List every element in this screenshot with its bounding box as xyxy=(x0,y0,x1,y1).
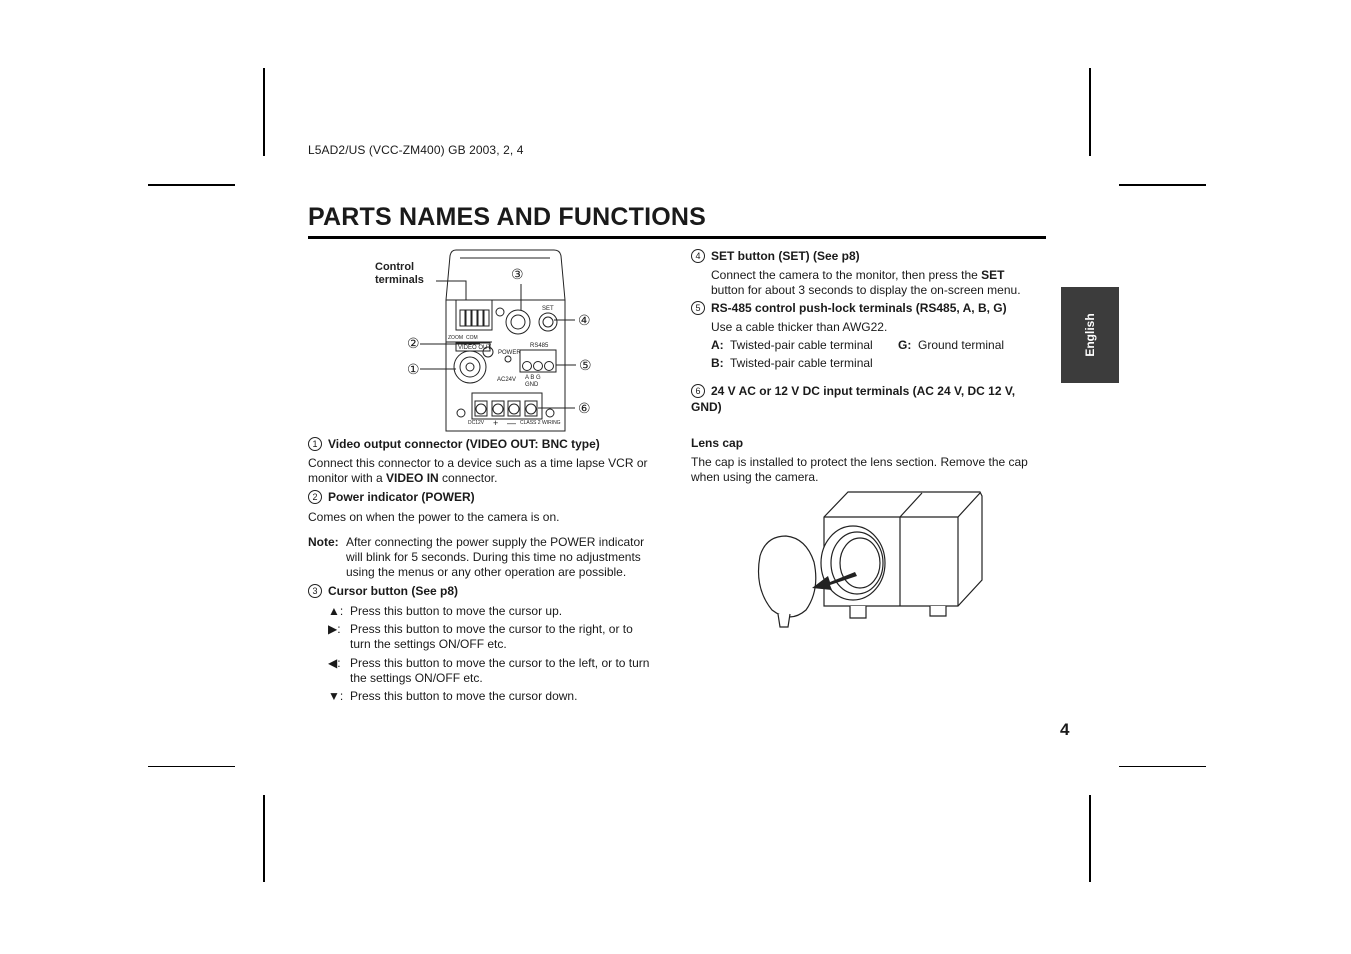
terminal-b-text: Twisted-pair cable terminal xyxy=(730,356,873,370)
callout-4: ④ xyxy=(578,312,591,328)
terminal-g-text: Ground terminal xyxy=(918,338,1005,352)
note-text: After connecting the power supply the POWER indicator will blink for 5 seconds. During this time no adjustments using the menus or any other operation are possible. xyxy=(346,535,645,579)
control-terminals-label-2: terminals xyxy=(375,274,424,286)
dc12v-label: DC12V xyxy=(468,420,485,426)
terminal-a-text: Twisted-pair cable terminal xyxy=(730,338,873,352)
item-2-heading: 2 Power indicator (POWER) xyxy=(308,490,475,504)
terminal-b-label: B: xyxy=(711,356,724,370)
camera-lens-cap-illustration xyxy=(750,490,986,635)
cursor-down-symbol: ▼: xyxy=(328,689,344,703)
note-label: Note: xyxy=(308,535,339,549)
crop-mark xyxy=(1089,68,1091,156)
gnd-label: GND xyxy=(525,382,539,388)
callout-2: ② xyxy=(407,335,420,351)
item-1-heading: 1 Video output connector (VIDEO OUT: BNC type) xyxy=(308,437,600,451)
document-header: L5AD2/US (VCC-ZM400) GB 2003, 2, 4 xyxy=(308,143,524,157)
callout-3: ③ xyxy=(511,266,524,282)
item-4-heading: 4 SET button (SET) (See p8) xyxy=(691,249,860,263)
plus-label: + xyxy=(493,418,499,428)
cursor-down-text: Press this button to move the cursor down. xyxy=(350,689,578,703)
control-terminals-label-1: Control xyxy=(375,261,415,273)
cursor-left-text: Press this button to move the cursor to the left, or to turn the settings ON/OFF etc. xyxy=(350,656,650,685)
item-5-heading: 5 RS-485 control push-lock terminals (RS485, A, B, G) xyxy=(691,301,1007,315)
crop-mark xyxy=(148,184,235,186)
com-label: COM xyxy=(466,335,478,341)
language-tab xyxy=(1061,287,1119,383)
camera-rear-panel-diagram xyxy=(370,248,610,434)
crop-mark xyxy=(263,68,265,156)
cursor-up-symbol: ▲: xyxy=(328,604,344,618)
item-4-text: Connect the camera to the monitor, then press the SET button for about 3 seconds to display the on-screen menu. xyxy=(711,268,1021,297)
item-1-text: Connect this connector to a device such as a time lapse VCR or monitor with a VIDEO IN connector. xyxy=(308,456,648,485)
cursor-right-text: Press this button to move the cursor to the right, or to turn the settings ON/OFF etc. xyxy=(350,622,633,651)
title-rule xyxy=(308,236,1046,239)
terminal-a-label: A: xyxy=(711,338,724,352)
crop-mark xyxy=(148,766,235,767)
abg-label: A B G xyxy=(525,375,541,381)
rs485-label: RS485 xyxy=(530,343,549,349)
item-6-heading: 6 24 V AC or 12 V DC input terminals (AC 24 V, DC 12 V, GND) xyxy=(691,384,1016,414)
crop-mark xyxy=(263,795,265,882)
callout-6: ⑥ xyxy=(578,400,591,416)
cursor-up-text: Press this button to move the cursor up. xyxy=(350,604,563,618)
callout-5: ⑤ xyxy=(579,357,592,373)
zoom-label: ZOOM xyxy=(448,335,463,341)
callout-1: ① xyxy=(407,361,420,377)
class2-label: CLASS 2 WIRING xyxy=(520,420,561,426)
item-2-text: Comes on when the power to the camera is on. xyxy=(308,510,560,524)
page-title: PARTS NAMES AND FUNCTIONS xyxy=(308,203,707,231)
video-out-label: VIDEO OUT xyxy=(458,345,492,351)
set-label: SET xyxy=(542,306,554,312)
crop-mark xyxy=(1089,795,1091,882)
crop-mark xyxy=(1119,184,1206,186)
terminal-g-label: G: xyxy=(898,338,912,352)
power-label: POWER xyxy=(498,350,521,356)
page-number: 4 xyxy=(1060,720,1070,739)
item-5-text: Use a cable thicker than AWG22. xyxy=(711,320,888,334)
ac24v-label: AC24V xyxy=(497,377,517,383)
minus-label: — xyxy=(507,418,516,428)
language-tab-label: English xyxy=(1083,313,1097,357)
cursor-left-symbol: ◀: xyxy=(328,656,341,670)
item-3-heading: 3 Cursor button (See p8) xyxy=(308,584,458,598)
lens-cap-text: The cap is installed to protect the lens section. Remove the cap when using the camera. xyxy=(691,455,1028,484)
crop-mark xyxy=(1119,766,1206,767)
cursor-right-symbol: ▶: xyxy=(328,622,341,636)
lens-cap-heading: Lens cap xyxy=(691,436,744,450)
